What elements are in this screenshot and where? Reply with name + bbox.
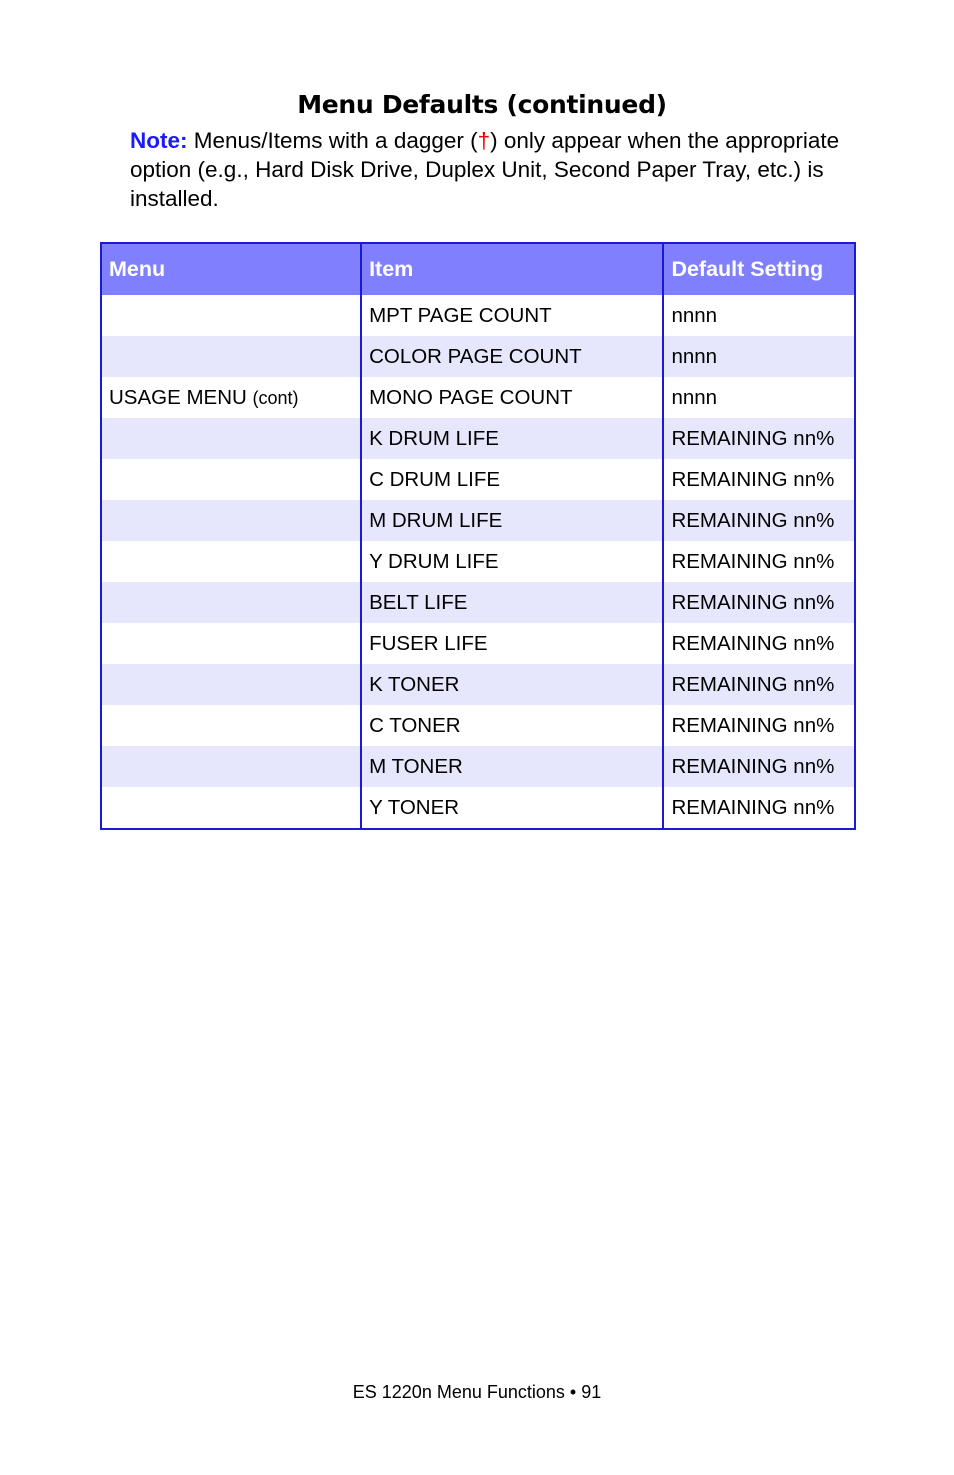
item-cell: Y TONER bbox=[361, 787, 663, 829]
note-paragraph bbox=[130, 126, 860, 213]
menu-cell bbox=[101, 541, 361, 582]
default-setting-cell: REMAINING nn% bbox=[663, 541, 855, 582]
header-menu: Menu bbox=[101, 243, 361, 295]
default-setting-cell: REMAINING nn% bbox=[663, 787, 855, 829]
note-label: Note: bbox=[130, 128, 188, 153]
default-setting-cell: REMAINING nn% bbox=[663, 664, 855, 705]
note-text-after: ) only appear when the appropriate option (e.g., Hard Disk Drive, Duplex Unit, Second Paper Tray, etc.) is installed. bbox=[130, 128, 840, 211]
menu-cell bbox=[101, 500, 361, 541]
menu-cell bbox=[101, 459, 361, 500]
item-cell: Y DRUM LIFE bbox=[361, 541, 663, 582]
note-text-before: Menus/Items with a dagger ( bbox=[187, 128, 478, 153]
table-row bbox=[101, 377, 855, 418]
item-cell: MPT PAGE COUNT bbox=[361, 295, 663, 336]
menu-cell bbox=[101, 705, 361, 746]
item-cell: K DRUM LIFE bbox=[361, 418, 663, 459]
default-setting-cell: REMAINING nn% bbox=[663, 582, 855, 623]
item-cell: BELT LIFE bbox=[361, 582, 663, 623]
dagger-symbol: † bbox=[477, 128, 491, 153]
default-setting-cell: nnnn bbox=[663, 295, 855, 336]
page-title: Menu Defaults (continued) bbox=[297, 90, 667, 119]
default-setting-cell: REMAINING nn% bbox=[663, 746, 855, 787]
table-row bbox=[101, 295, 855, 336]
item-cell: COLOR PAGE COUNT bbox=[361, 336, 663, 377]
table-row bbox=[101, 705, 855, 746]
menu-cell bbox=[101, 664, 361, 705]
menu-cell bbox=[101, 336, 361, 377]
header-item: Item bbox=[361, 243, 663, 295]
menu-cell bbox=[101, 377, 361, 418]
table-row bbox=[101, 459, 855, 500]
default-setting-cell: REMAINING nn% bbox=[663, 705, 855, 746]
table-row bbox=[101, 787, 855, 829]
table-row bbox=[101, 746, 855, 787]
menu-cell bbox=[101, 623, 361, 664]
table-row bbox=[101, 336, 855, 377]
menu-cell bbox=[101, 418, 361, 459]
header-default-setting: Default Setting bbox=[663, 243, 855, 295]
table-body bbox=[101, 295, 855, 829]
menu-defaults-table bbox=[100, 242, 856, 830]
menu-cell bbox=[101, 746, 361, 787]
item-cell: M TONER bbox=[361, 746, 663, 787]
page-footer: ES 1220n Menu Functions • 91 bbox=[352, 1382, 602, 1402]
item-cell: C TONER bbox=[361, 705, 663, 746]
menu-cell bbox=[101, 582, 361, 623]
default-setting-cell: REMAINING nn% bbox=[663, 418, 855, 459]
table-row bbox=[101, 623, 855, 664]
menu-cell bbox=[101, 787, 361, 829]
menu-name: USAGE MENU bbox=[109, 385, 247, 409]
default-setting-cell: REMAINING nn% bbox=[663, 459, 855, 500]
item-cell: FUSER LIFE bbox=[361, 623, 663, 664]
table-row bbox=[101, 664, 855, 705]
item-cell: C DRUM LIFE bbox=[361, 459, 663, 500]
default-setting-cell: nnnn bbox=[663, 377, 855, 418]
menu-cell bbox=[101, 295, 361, 336]
default-setting-cell: nnnn bbox=[663, 336, 855, 377]
default-setting-cell: REMAINING nn% bbox=[663, 623, 855, 664]
item-cell: MONO PAGE COUNT bbox=[361, 377, 663, 418]
table-row bbox=[101, 500, 855, 541]
default-setting-cell: REMAINING nn% bbox=[663, 500, 855, 541]
table-header-row bbox=[101, 243, 855, 295]
menu-suffix: (cont) bbox=[252, 387, 299, 408]
table-row bbox=[101, 541, 855, 582]
item-cell: K TONER bbox=[361, 664, 663, 705]
table-row bbox=[101, 582, 855, 623]
item-cell: M DRUM LIFE bbox=[361, 500, 663, 541]
table-row bbox=[101, 418, 855, 459]
